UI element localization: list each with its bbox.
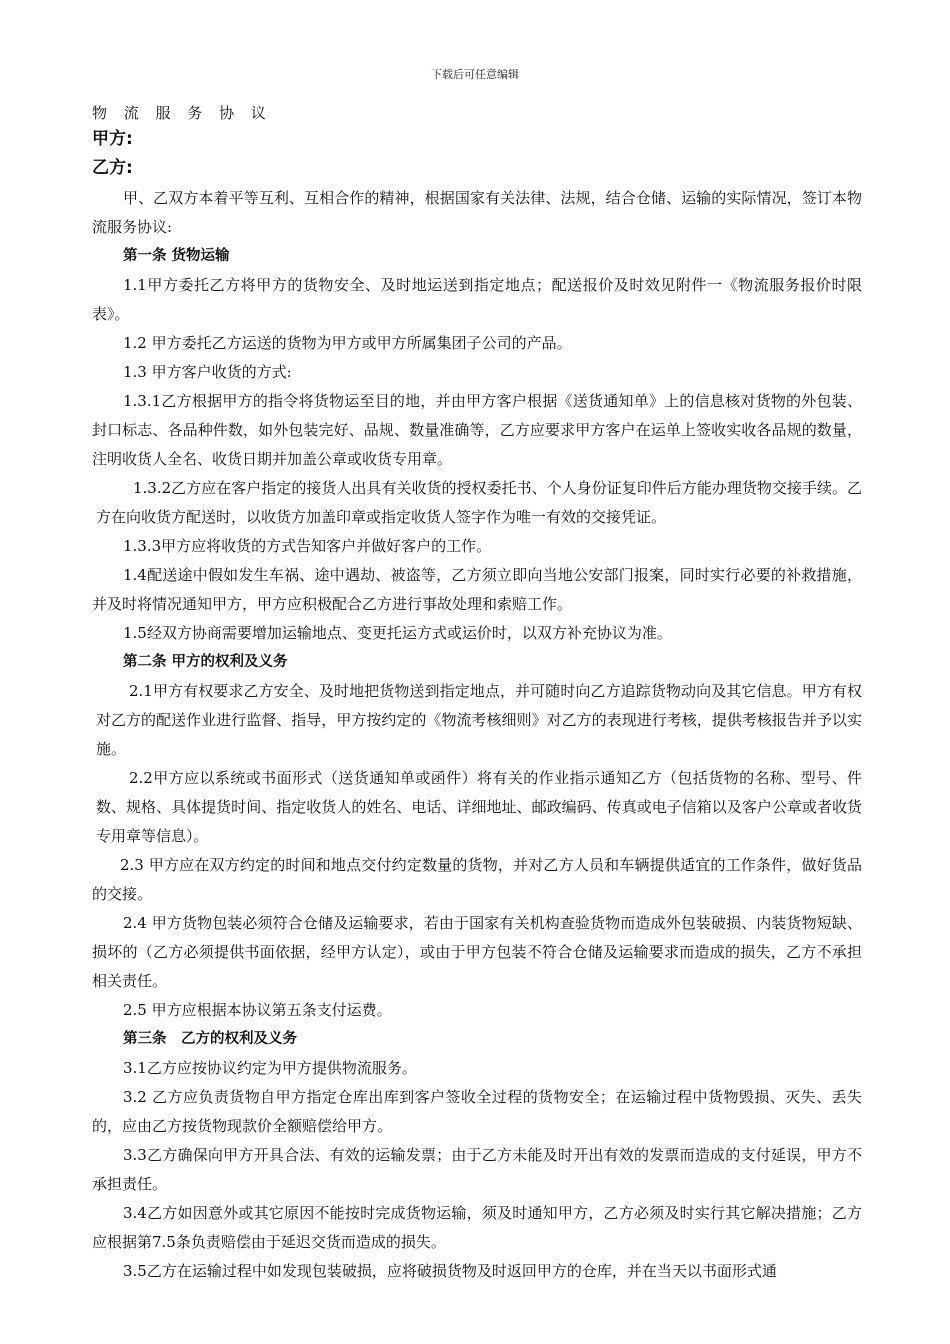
clause-paragraph: 2.3 甲方应在双方约定的时间和地点交付约定数量的货物，并对乙方人员和车辆提供适宜的工作条件，做好货品的交接。 bbox=[92, 856, 862, 903]
clause-paragraph: 1.3.1乙方根据甲方的指令将货物运至目的地，并由甲方客户根据《送货通知单》上的信息核对货物的外包装、封口标志、各品种件数，如外包装完好、品规、数量准确等，乙方应要求甲方客户在运单上签收实收各品规的数量，注明收货人全名、收货日期并加盖公章或收货专用章。 bbox=[92, 392, 862, 468]
clause-paragraph: 3.3乙方确保向甲方开具合法、有效的运输发票；由于乙方未能及时开出有效的发票而造成的支付延误，甲方不承担责任。 bbox=[92, 1146, 862, 1193]
clause-paragraph: 2.4 甲方货物包装必须符合仓储及运输要求，若由于国家有关机构查验货物而造成外包装破损、内装货物短缺、损坏的（乙方必须提供书面依据，经甲方认定），或由于甲方包装不符合仓储及运输要求而造成的损失，乙方不承担相关责任。 bbox=[92, 914, 862, 990]
clause-paragraph: 1.5经双方协商需要增加运输地点、变更托运方式或运价时，以双方补充协议为准。 bbox=[123, 624, 672, 642]
clause-paragraph: 3.4乙方如因意外或其它原因不能按时完成货物运输，须及时通知甲方，乙方必须及时实行其它解决措施；乙方应根据第7.5条负责赔偿由于延迟交货而造成的损失。 bbox=[92, 1204, 862, 1251]
party-b-label: 乙方: bbox=[92, 158, 133, 178]
document-title: 物 流 服 务 协 议 bbox=[92, 104, 272, 122]
article-heading: 第三条 乙方的权利及义务 bbox=[123, 1031, 297, 1047]
clause-paragraph: 1.2 甲方委托乙方运送的货物为甲方或甲方所属集团子公司的产品。 bbox=[123, 334, 572, 352]
clause-paragraph: 1.4配送途中假如发生车祸、途中遇劫、被盗等，乙方须立即向当地公安部门报案，同时实行必要的补救措施，并及时将情况通知甲方，甲方应积极配合乙方进行事故处理和索赔工作。 bbox=[92, 566, 862, 613]
clause-paragraph: 2.2甲方应以系统或书面形式（送货通知单或函件）将有关的作业指示通知乙方（包括货物的名称、型号、件数、规格、具体提货时间、指定收货人的姓名、电话、详细地址、邮政编码、传真或电子信箱以及客户公章或者收货专用章等信息）。 bbox=[96, 769, 862, 845]
clause-paragraph: 1.1甲方委托乙方将甲方的货物安全、及时地运送到指定地点；配送报价及时效见附件一《物流服务报价时限表》。 bbox=[92, 276, 862, 323]
clause-paragraph: 3.2 乙方应负责货物自甲方指定仓库出库到客户签收全过程的货物安全；在运输过程中货物毁损、灭失、丢失的，应由乙方按货物现款价全额赔偿给甲方。 bbox=[92, 1088, 862, 1135]
party-a-label: 甲方: bbox=[92, 129, 133, 149]
agreement-body bbox=[92, 184, 862, 1286]
clause-paragraph: 1.3.3甲方应将收货的方式告知客户并做好客户的工作。 bbox=[123, 537, 492, 555]
clause-paragraph: 2.1甲方有权要求乙方安全、及时地把货物送到指定地点，并可随时向乙方追踪货物动向及其它信息。甲方有权对乙方的配送作业进行监督、指导，甲方按约定的《物流考核细则》对乙方的表现进行考核，提供考核报告并予以实施。 bbox=[96, 682, 862, 758]
clause-paragraph: 3.5乙方在运输过程中如发现包装破损，应将破损货物及时返回甲方的仓库，并在当天以书面形式通 bbox=[123, 1262, 777, 1280]
clause-paragraph: 2.5 甲方应根据本协议第五条支付运费。 bbox=[123, 1001, 392, 1019]
clause-paragraph: 3.1乙方应按协议约定为甲方提供物流服务。 bbox=[123, 1059, 417, 1077]
clause-paragraph: 1.3.2乙方应在客户指定的接货人出具有关收货的授权委托书、个人身份证复印件后方能办理货物交接手续。乙方在向收货方配送时，以收货方加盖印章或指定收货人签字作为唯一有效的交接凭证。 bbox=[96, 479, 862, 526]
page-header-note: 下载后可任意编辑 bbox=[431, 68, 519, 81]
clause-paragraph: 1.3 甲方客户收货的方式: bbox=[123, 363, 292, 381]
article-heading: 第二条 甲方的权利及义务 bbox=[123, 654, 288, 670]
preamble-paragraph: 甲、乙双方本着平等互利、互相合作的精神，根据国家有关法律、法规，结合仓储、运输的实际情况，签订本物流服务协议: bbox=[92, 189, 862, 236]
article-heading: 第一条 货物运输 bbox=[123, 248, 230, 264]
